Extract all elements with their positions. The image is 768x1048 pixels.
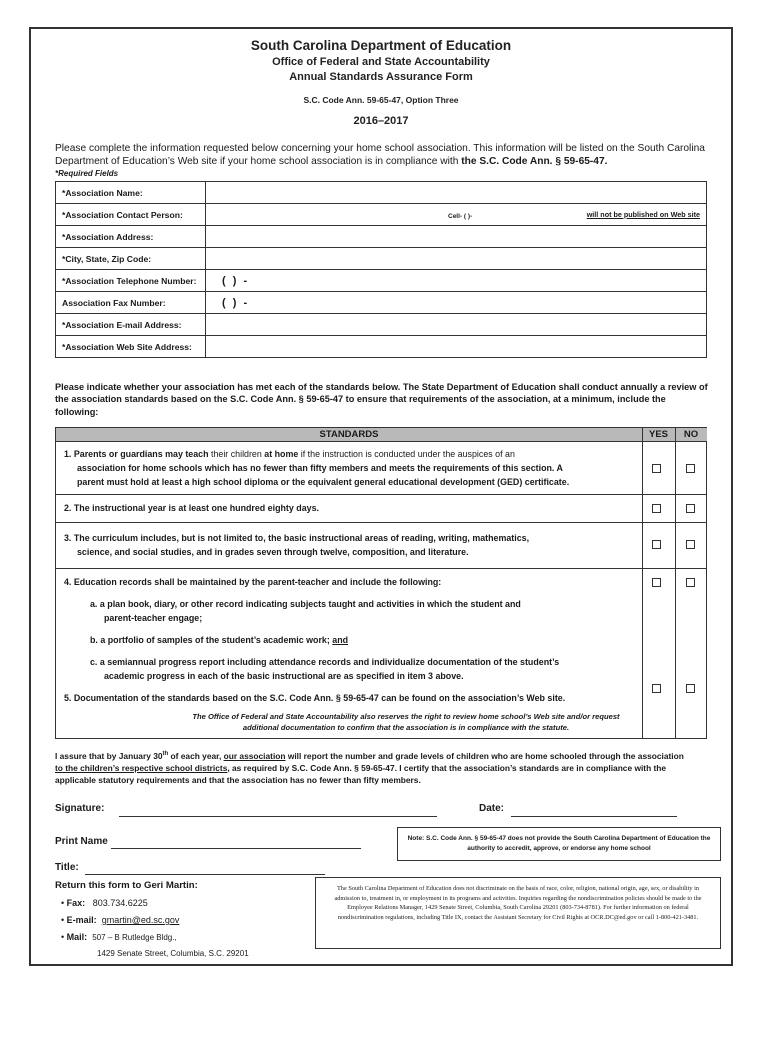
standards-header: STANDARDS [56, 428, 642, 442]
address-field[interactable] [206, 226, 707, 248]
standard-5-no-checkbox[interactable] [686, 684, 695, 693]
city-state-zip-label: *City, State, Zip Code: [56, 248, 206, 270]
table-row [56, 270, 707, 292]
row-divider [56, 568, 706, 569]
table-row [56, 226, 707, 248]
fax-label: Association Fax Number: [56, 292, 206, 314]
association-name-label: *Association Name: [56, 182, 206, 204]
standard-2-yes-checkbox[interactable] [652, 504, 661, 513]
yes-header: YES [642, 428, 675, 442]
standard-3-line-1: 3. The curriculum includes, but is not limited to, the basic instructional areas of reading, writing, mathematics, [64, 533, 530, 543]
table-row [56, 182, 707, 204]
standard-5-yes-checkbox[interactable] [652, 684, 661, 693]
print-name-line[interactable] [111, 848, 361, 849]
signature-line[interactable] [119, 816, 437, 817]
table-row [56, 292, 707, 314]
standard-4-text: 4. Education records shall be maintained by the parent-teacher and include the following: [64, 577, 442, 587]
standard-4a-line-2: parent-teacher engage; [104, 613, 203, 623]
date-line[interactable] [511, 816, 677, 817]
standard-4b-text: b. a portfolio of samples of the student’s academic work; and [90, 635, 349, 645]
city-state-zip-field[interactable] [206, 248, 707, 270]
return-title: Return this form to Geri Martin: [55, 880, 198, 891]
review-note-line-2: additional documentation to confirm that the association is in compliance with the statute. [242, 723, 570, 732]
association-name-field[interactable] [206, 182, 707, 204]
date-label: Date: [479, 803, 505, 814]
assurance-statement: I assure that by January 30th of each year, our association will report the number and grade levels of children who are home schooled through the association to the children’s respective school districts, as required by S.C. Code Ann. § 59-65-47. I certify that the association’s standards are in compliance with the applicable statutory requirements and that the association has no fewer than fifty members. [55, 750, 684, 785]
email-label: *Association E-mail Address: [56, 314, 206, 336]
cell-phone-label: Cell- ( )- [448, 212, 473, 220]
standard-4-no-checkbox[interactable] [686, 578, 695, 587]
standard-4c-line-1: c. a semiannual progress report including attendance records and individualize documentation of the student’s [90, 657, 560, 667]
standard-1-no-checkbox[interactable] [686, 464, 695, 473]
row-divider [56, 522, 706, 523]
return-email: • E-mail: gmartin@ed.sc.gov [61, 915, 180, 925]
standard-1-line-2: association for home schools which has no fewer than fifty members and meets the requirements of this section. A [77, 463, 563, 473]
standard-4-yes-checkbox[interactable] [652, 578, 661, 587]
standard-4c-line-2: academic progress in each of the basic instructional are as specified in item 3 above. [104, 671, 464, 681]
title-line[interactable] [85, 874, 325, 875]
table-row [56, 248, 707, 270]
website-label: *Association Web Site Address: [56, 336, 206, 358]
review-note-line-1: The Office of Federal and State Accountability also reserves the right to review home school’s Web site and/or request [192, 712, 620, 721]
standard-3-line-2: science, and social studies, and in grades seven through twelve, composition, and literature. [77, 547, 469, 557]
fax-format: ( ) - [222, 296, 250, 309]
office-title: Office of Federal and State Accountability [272, 56, 490, 68]
email-link[interactable]: gmartin@ed.sc.gov [101, 915, 180, 925]
standard-2-no-checkbox[interactable] [686, 504, 695, 513]
standard-5-text: 5. Documentation of the standards based on the S.C. Code Ann. § 59-65-47 can be found on the association’s Web site. [64, 693, 566, 703]
telephone-label: *Association Telephone Number: [56, 270, 206, 292]
return-mail-line-2: 1429 Senate Street, Columbia, S.C. 29201 [97, 949, 249, 958]
required-fields-note: *Required Fields [55, 169, 119, 178]
nondiscrimination-notice: The South Carolina Department of Education does not discriminate on the basis of race, color, religion, national origin, age, sex, or disability in admission to, treatment in, or employment in its programs and activities. Inquiries regarding the nondiscrimination policies should be made to the Employee Relations Manager, 1429 Senate Street, Columbia, South Carolina 29201 (803-734-8781). For further information on federal nondiscrimination regulations, including Title IX, contact the Assistant Secretary for Civil Rights at OCR.DC@ed.gov or call 1-800-421-3481. [315, 877, 721, 949]
standards-intro: Please indicate whether your association has met each of the standards below. The State Department of Education shall conduct annually a review of the association standards based on the S.C. Code Ann. § 59-65-47 to ensure that requirements of the association, at a minimum, include the following: [55, 382, 708, 417]
signature-label: Signature: [55, 803, 105, 814]
website-field[interactable] [206, 336, 707, 358]
standard-1-line-1: 1. Parents or guardians may teach their children at home if the instruction is conducted under the auspices of an [64, 449, 515, 459]
intro-text: Please complete the information requested below concerning your home school association. This information will be listed on the South Carolina Department of Education’s Web site if your home school association is in compliance with the S.C. Code Ann. § 59-65-47. [55, 143, 705, 167]
return-mail: • Mail: 507 – B Rutledge Bldg., [61, 932, 177, 942]
contact-person-field[interactable] [206, 204, 707, 226]
column-divider [675, 428, 676, 738]
form-year: 2016–2017 [353, 115, 409, 127]
telephone-field[interactable] [206, 270, 707, 292]
return-fax: • Fax: 803.734.6225 [61, 898, 148, 908]
department-title: South Carolina Department of Education [250, 38, 512, 53]
fax-field[interactable] [206, 292, 707, 314]
standards-table [55, 427, 707, 739]
table-row [56, 204, 707, 226]
print-name-label: Print Name [55, 836, 108, 847]
association-info-table [55, 181, 707, 358]
standard-2-text: 2. The instructional year is at least one hundred eighty days. [64, 503, 319, 513]
standard-1-line-3: parent must hold at least a high school diploma or the equivalent general educational development (GED) certificate. [77, 477, 570, 487]
title-label: Title: [55, 862, 79, 873]
address-label: *Association Address: [56, 226, 206, 248]
table-row [56, 314, 707, 336]
code-reference: S.C. Code Ann. 59-65-47, Option Three [303, 95, 459, 105]
form-page [29, 27, 733, 966]
column-divider [642, 428, 643, 738]
standard-4a-line-1: a. a plan book, diary, or other record indicating subjects taught and activities in which the student and [90, 599, 521, 609]
accreditation-note: Note: S.C. Code Ann. § 59-65-47 does not provide the South Carolina Department of Education the authority to accredit, approve, or endorse any home school [397, 827, 721, 861]
not-published-note: will not be published on Web site [586, 209, 700, 219]
email-field[interactable] [206, 314, 707, 336]
no-header: NO [675, 428, 707, 442]
standard-1-yes-checkbox[interactable] [652, 464, 661, 473]
standard-3-yes-checkbox[interactable] [652, 540, 661, 549]
row-divider [56, 494, 706, 495]
table-row [56, 336, 707, 358]
telephone-format: ( ) - [222, 274, 250, 287]
contact-person-label: *Association Contact Person: [56, 204, 206, 226]
form-title: Annual Standards Assurance Form [289, 71, 473, 83]
standard-3-no-checkbox[interactable] [686, 540, 695, 549]
